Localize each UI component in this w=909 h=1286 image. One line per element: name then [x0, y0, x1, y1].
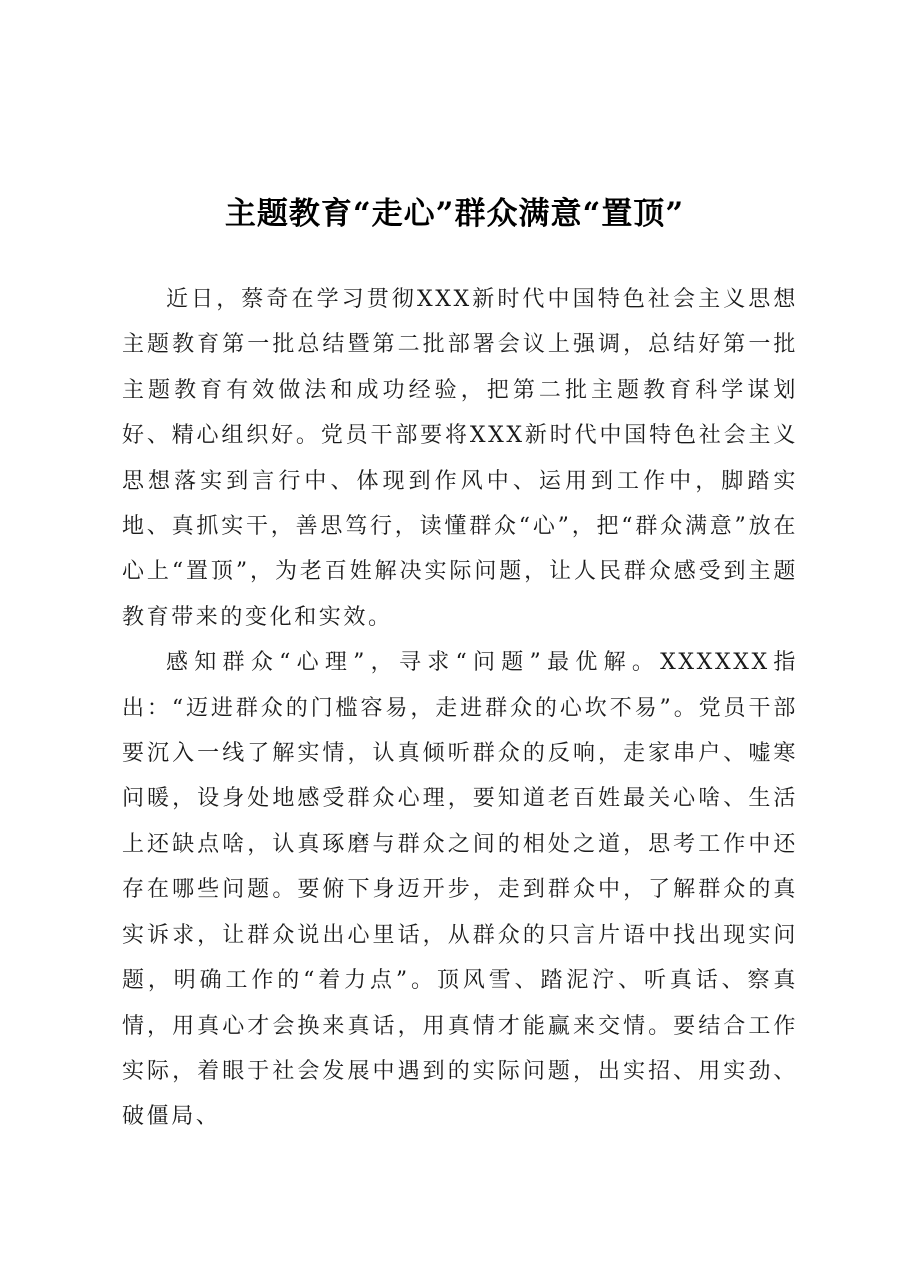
- document-title: 主题教育“走心”群众满意“置顶”: [224, 196, 685, 232]
- document-body: [122, 277, 798, 1140]
- paragraph-understand-people: 感知群众“心理”，寻求“问题”最优解。XXXXXX指出：“迈进群众的门槛容易，走进群众的心坎不易”。党员干部要沉入一线了解实情，认真倾听群众的反响，走家串户、嘘寒问暖，设身处地感受群众心理，要知道老百姓最关心啥、生活上还缺点啥，认真琢磨与群众之间的相处之道，思考工作中还存在哪些问题。要俯下身迈开步，走到群众中，了解群众的真实诉求，让群众说出心里话，从群众的只言片语中找出现实问题，明确工作的“着力点”。顶风雪、踏泥泞、听真话、察真情，用真心才会换来真话，用真情才能赢来交情。要结合工作实际，着眼于社会发展中遇到的实际问题，出实招、用实劲、破僵局、: [122, 650, 798, 1130]
- paragraph-intro: 近日，蔡奇在学习贯彻XXX新时代中国特色社会主义思想主题教育第一批总结暨第二批部署会议上强调，总结好第一批主题教育有效做法和成功经验，把第二批主题教育科学谋划好、精心组织好。党员干部要将XXX新时代中国特色社会主义思想落实到言行中、体现到作风中、运用到工作中，脚踏实地、真抓实干，善思笃行，读懂群众“心”，把“群众满意”放在心上“置顶”，为老百姓解决实际问题，让人民群众感受到主题教育带来的变化和实效。: [122, 287, 798, 630]
